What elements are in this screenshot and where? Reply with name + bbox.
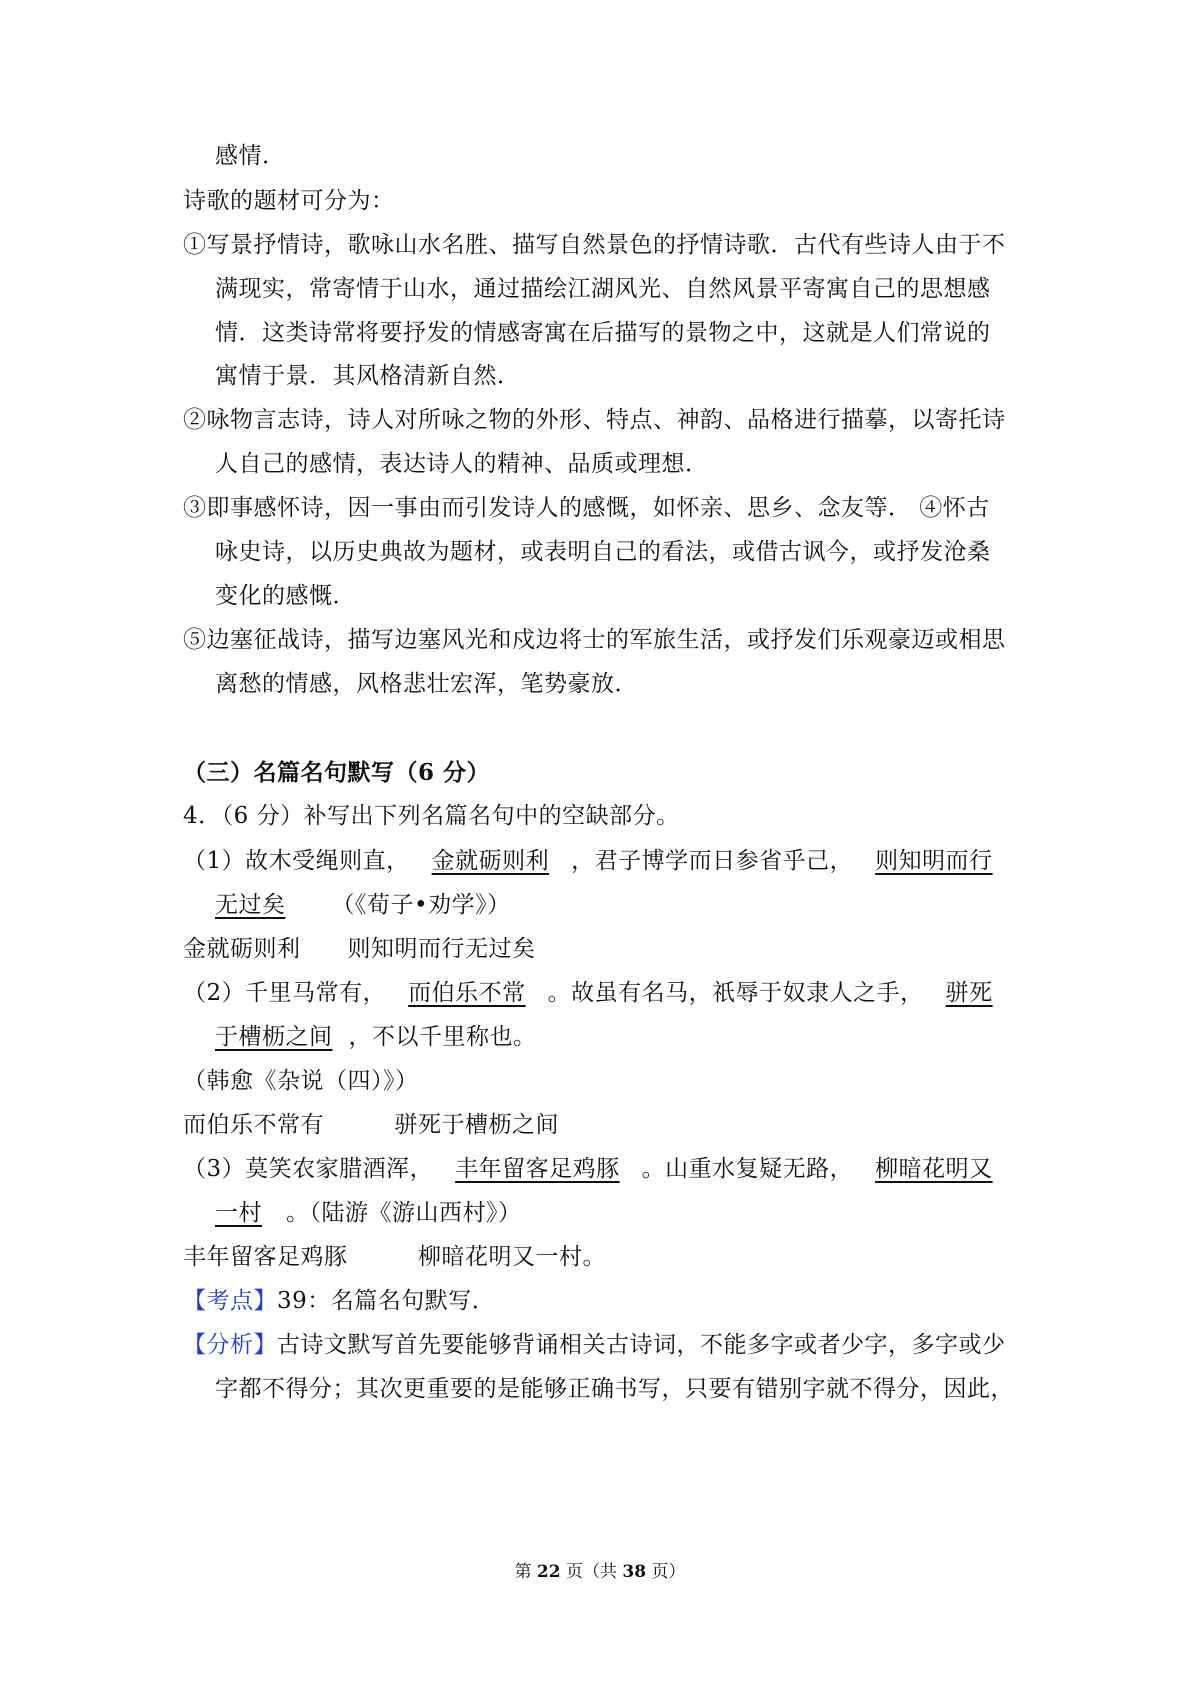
answer-blank: 金就砺则利 xyxy=(431,848,550,874)
text-line: 离愁的情感，风格悲壮宏浑，笔势豪放． xyxy=(215,671,638,697)
text-line: ③即事感怀诗，因一事由而引发诗人的感慨，如怀亲、思乡、念友等． ④怀古 xyxy=(183,495,990,521)
sub-question-text: （3）莫笑农家腊酒浑， xyxy=(183,1156,434,1182)
text-line: ⑤边塞征战诗，描写边塞风光和戍边将士的军旅生活，或抒发们乐观豪迈或相思 xyxy=(183,627,1006,653)
text-line: ①写景抒情诗，歌咏山水名胜、描写自然景色的抒情诗歌．古代有些诗人由于不 xyxy=(183,232,1006,258)
answer-blank: 无过矣 xyxy=(215,892,286,918)
answer-blank: 则知明而行 xyxy=(875,848,993,874)
total-pages: 38 xyxy=(622,1562,647,1582)
text-line: 人自己的感情，表达诗人的精神、品质或理想． xyxy=(215,451,709,477)
text-line: 咏史诗，以历史典故为题材，或表明自己的看法，或借古讽今，或抒发沧桑 xyxy=(215,539,991,565)
section-heading: （三）名篇名句默写（6 分） xyxy=(183,759,491,786)
fenxi-row xyxy=(183,1329,1006,1361)
sub-question-3 xyxy=(183,1153,993,1185)
answer-blank: 柳暗花明又 xyxy=(875,1156,993,1182)
sub-question-2 xyxy=(183,977,993,1009)
page-footer: 第 22 页（共 38 页） xyxy=(514,1562,686,1582)
answer-blank: 而伯乐不常 xyxy=(408,980,526,1006)
answer-line: 而伯乐不常有 骈死于槽枥之间 xyxy=(183,1112,559,1138)
sub-question-text: ，不以千里称也。 xyxy=(348,1024,537,1050)
sub-question-1 xyxy=(183,845,993,877)
answer-line: 金就砺则利 则知明而行无过矣 xyxy=(183,936,536,962)
fenxi-text-cont: 字都不得分；其次更重要的是能够正确书写，只要有错别字就不得分，因此， xyxy=(215,1376,1014,1402)
text-line: 变化的感慨． xyxy=(215,583,356,609)
kaodian-row xyxy=(183,1285,495,1317)
text-line: 寓情于景．其风格清新自然． xyxy=(215,363,521,389)
source-citation: （《荀子•劝学》） xyxy=(331,892,511,918)
answer-line: 丰年留客足鸡豚 柳暗花明又一村。 xyxy=(183,1244,606,1270)
kaodian-tag: 【考点】 xyxy=(183,1288,277,1314)
sub-question-text: 。（陆游《游山西村》） xyxy=(286,1200,522,1226)
fenxi-text: 古诗文默写首先要能够背诵相关古诗词，不能多字或者少字，多字或少 xyxy=(277,1332,1006,1358)
text-line: 感情． xyxy=(215,143,286,169)
sub-question-2-cont xyxy=(215,1021,537,1053)
answer-blank: 骈死 xyxy=(945,980,993,1006)
page-number: 22 xyxy=(536,1562,561,1582)
text-line: 诗歌的题材可分为： xyxy=(183,188,395,214)
text-line: ②咏物言志诗，诗人对所咏之物的外形、特点、神韵、品格进行描摹，以寄托诗 xyxy=(183,407,1006,433)
source-citation: （韩愈《杂说（四）》） xyxy=(183,1068,419,1094)
sub-question-text: 。山重水复疑无路， xyxy=(641,1156,854,1182)
sub-question-text: （2）千里马常有， xyxy=(183,980,387,1006)
sub-question-text: 。故虽有名马，祇辱于奴隶人之手， xyxy=(547,980,924,1006)
sub-question-text: ，君子博学而日参省乎己， xyxy=(571,848,854,874)
kaodian-text: 39：名篇名句默写． xyxy=(277,1288,496,1314)
sub-question-text: （1）故木受绳则直， xyxy=(183,848,410,874)
answer-blank: 一村 xyxy=(215,1200,262,1226)
text-line: 满现实，常寄情于山水，通过描绘江湖风光、自然风景平寄寓自己的思想感 xyxy=(215,276,991,302)
fenxi-tag: 【分析】 xyxy=(183,1332,277,1358)
answer-blank: 丰年留客足鸡豚 xyxy=(455,1156,620,1182)
question-stem: 4．（6 分）补写出下列名篇名句中的空缺部分。 xyxy=(183,803,680,829)
answer-blank: 于槽枥之间 xyxy=(215,1024,333,1050)
sub-question-3-cont xyxy=(215,1197,522,1229)
text-line: 情．这类诗常将要抒发的情感寄寓在后描写的景物之中，这就是人们常说的 xyxy=(215,320,991,346)
sub-question-1-cont xyxy=(215,889,511,921)
